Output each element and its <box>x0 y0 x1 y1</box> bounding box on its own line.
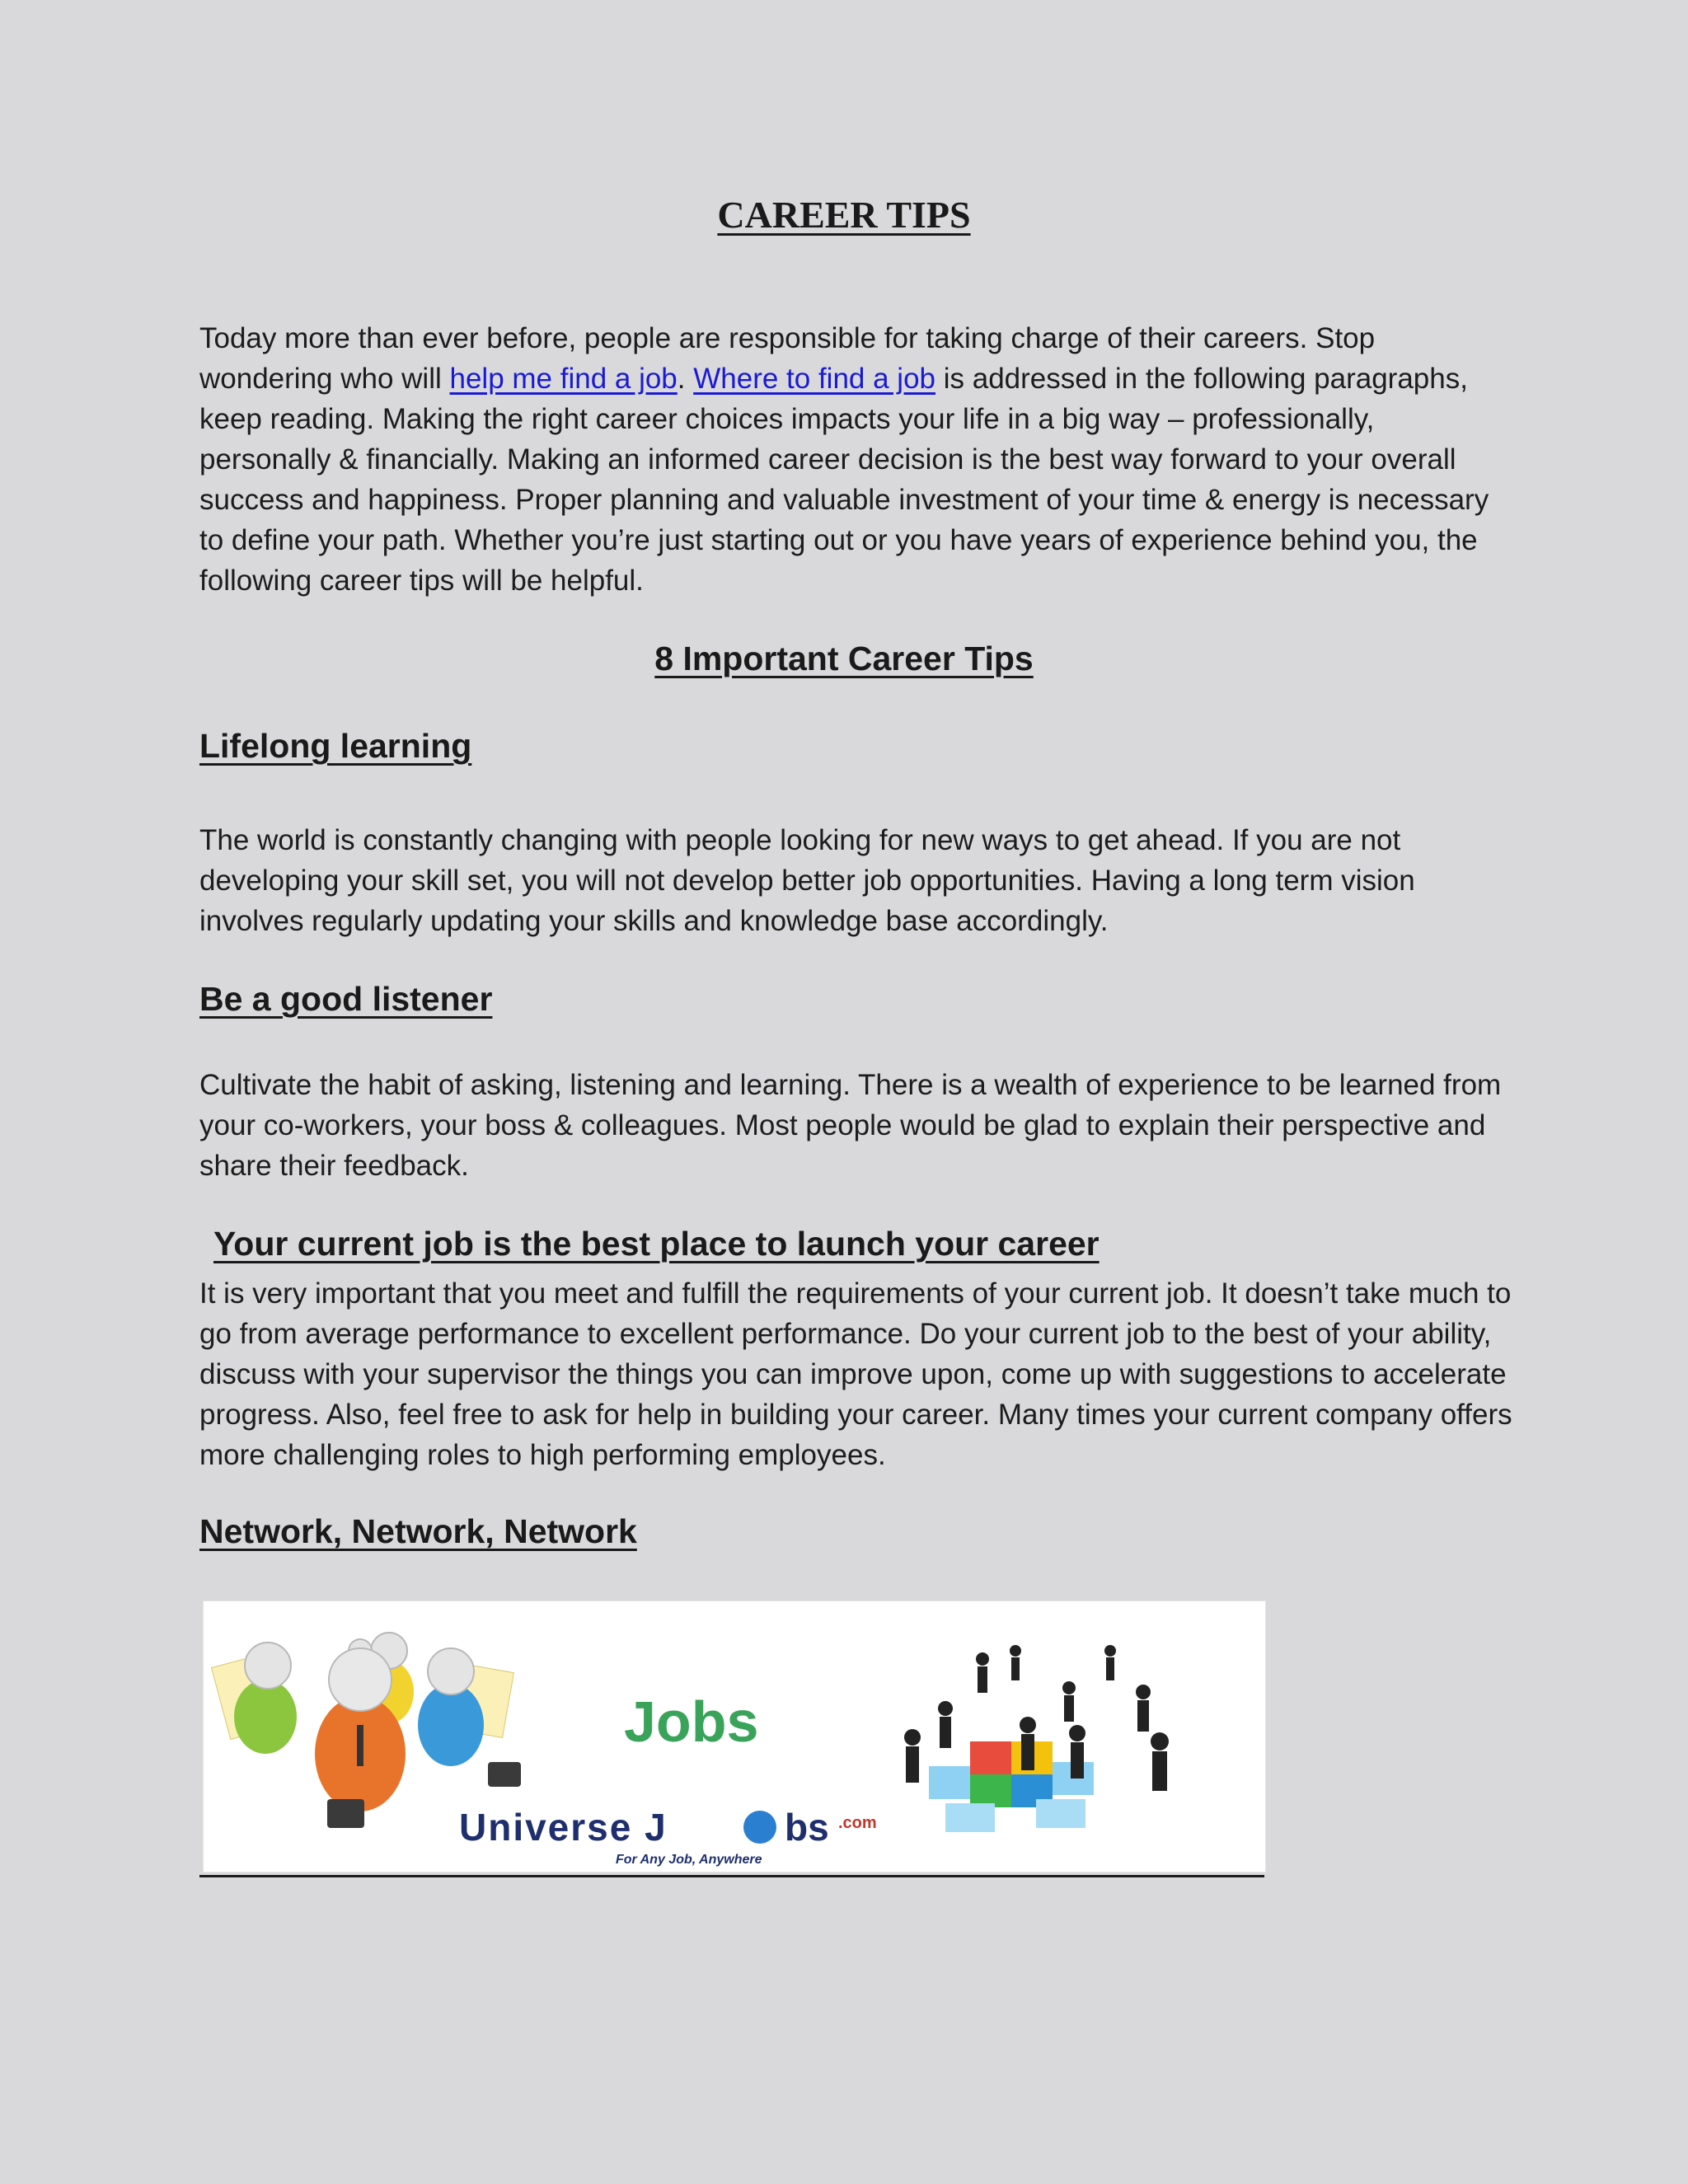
horizontal-rule <box>199 1875 1264 1877</box>
tips-subtitle: 8 Important Career Tips <box>654 640 1034 677</box>
banner-jobs-word: Jobs <box>624 1690 759 1754</box>
banner-brand-suffix: .com <box>838 1814 877 1832</box>
section-body-lifelong-learning: The world is constantly changing with people looking for new ways to get ahead. If you are not developing your skill set, you will not develop better job opportunities. Having a long term vision involves regularly updating your skills and knowledge base accordingly. <box>199 824 1415 937</box>
intro-text-end: is addressed in the following paragraphs, keep reading. Making the right career choices impacts your life in a big way – professionally, personally & financially. Making an informed career decision is the best way forward to your overall success and happiness. Proper planning and valuable investment of your time & energy is necessary to define your path. Whether you’re just starting out or you have years of experience behind you, the following career tips will be helpful. <box>199 363 1489 597</box>
section-heading-good-listener: Be a good listener <box>199 980 493 1018</box>
banner-brand-part2: bs <box>785 1806 829 1849</box>
universe-jobs-banner <box>203 1601 1266 1872</box>
people-group-illustration <box>212 1633 521 1828</box>
section-heading-network: Network, Network, Network <box>199 1512 637 1550</box>
page-title: CAREER TIPS <box>717 194 971 236</box>
business-network-illustration <box>904 1645 1169 1832</box>
intro-text-between: . <box>677 363 694 395</box>
section-heading-lifelong-learning: Lifelong learning <box>199 727 472 765</box>
banner-brand-part1: Universe J <box>459 1806 668 1849</box>
globe-icon <box>743 1811 776 1844</box>
section-body-current-job: It is very important that you meet and fulfill the requirements of your current job. It doesn’t take much to go from average performance to excellent performance. Do your current job to the best of your ability, discuss with your supervisor the things you can improve upon, come up with suggestions to accelerate progress. Also, feel free to ask for help in building your career. Many times your current company offers more challenging roles to high performing employees. <box>199 1277 1512 1471</box>
section-heading-current-job: Your current job is the best place to launch your career <box>213 1225 1100 1263</box>
where-to-find-a-job-link[interactable]: Where to find a job <box>693 363 936 395</box>
help-me-find-a-job-link[interactable]: help me find a job <box>449 363 678 395</box>
section-body-good-listener: Cultivate the habit of asking, listening and learning. There is a wealth of experience to be learned from your co-workers, your boss & colleagues. Most people would be glad to explain their perspective and share their feedback. <box>199 1069 1502 1182</box>
banner-tagline: For Any Job, Anywhere <box>616 1853 762 1867</box>
intro-text-start: Today more than ever before, people are responsible for taking charge of their careers. Stop wondering who will <box>199 322 1376 395</box>
intro-paragraph <box>199 318 1502 601</box>
